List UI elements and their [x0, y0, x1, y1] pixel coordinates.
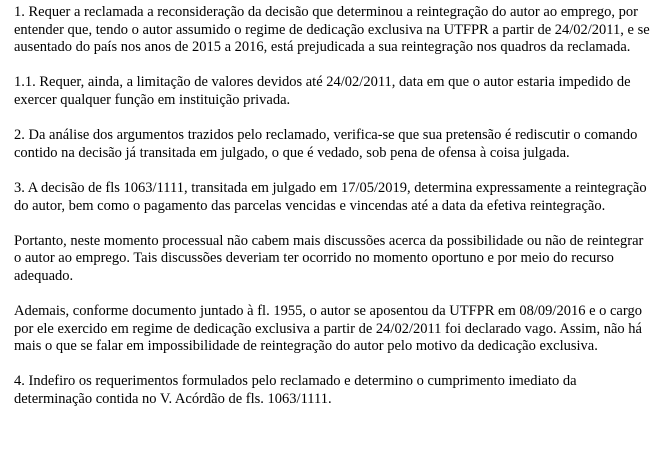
paragraph-portanto: Portanto, neste momento processual não cabem mais discussões acerca da possibilidade ou não de reintegrar o autor ao emprego. Tais discussões deveriam ter ocorrido no momento oportuno e por meio do recurso adequado.: [14, 232, 644, 284]
paragraph-1-1: 1.1. Requer, ainda, a limitação de valores devidos até 24/02/2011, data em que o autor estaria impedido de exercer qualquer função em instituição privada.: [14, 74, 631, 108]
paragraph-ademais: Ademais, conforme documento juntado à fl. 1955, o autor se aposentou da UTFPR em 08/09/2016 e o cargo por ele exercido em regime de dedicação exclusiva a partir de 24/02/2011 foi declarado vago. Assim, não há mais o que se falar em impossibilidade de reintegração do autor pelo motivo da dedicação exclusiva.: [14, 303, 642, 355]
paragraph-4: 4. Indefiro os requerimentos formulados pelo reclamado e determino o cumprimento imediato da determinação contida no V. Acórdão de fls. 1063/1111.: [14, 373, 577, 408]
paragraph-1: 1. Requer a reclamada a reconsideração da decisão que determinou a reintegração do autor ao emprego, por entender que, tendo o autor assumido o regime de dedicação exclusiva na UTFPR a partir de 24/02/2011, e se ausentado do país nos anos de 2015 a 2016, está prejudicada a sua reintegração nos quadros da reclamada.: [14, 4, 650, 56]
paragraph-3: 3. A decisão de fls 1063/1111, transitada em julgado em 17/05/2019, determina expressamente a reintegração do autor, bem como o pagamento das parcelas vencidas e vincendas até a data da efetiva reintegração.: [14, 179, 647, 214]
paragraph-2: 2. Da análise dos argumentos trazidos pelo reclamado, verifica-se que sua pretensão é rediscutir o comando contido na decisão já transitada em julgado, o que é vedado, sob pena de ofensa à coisa julgada.: [14, 127, 638, 161]
